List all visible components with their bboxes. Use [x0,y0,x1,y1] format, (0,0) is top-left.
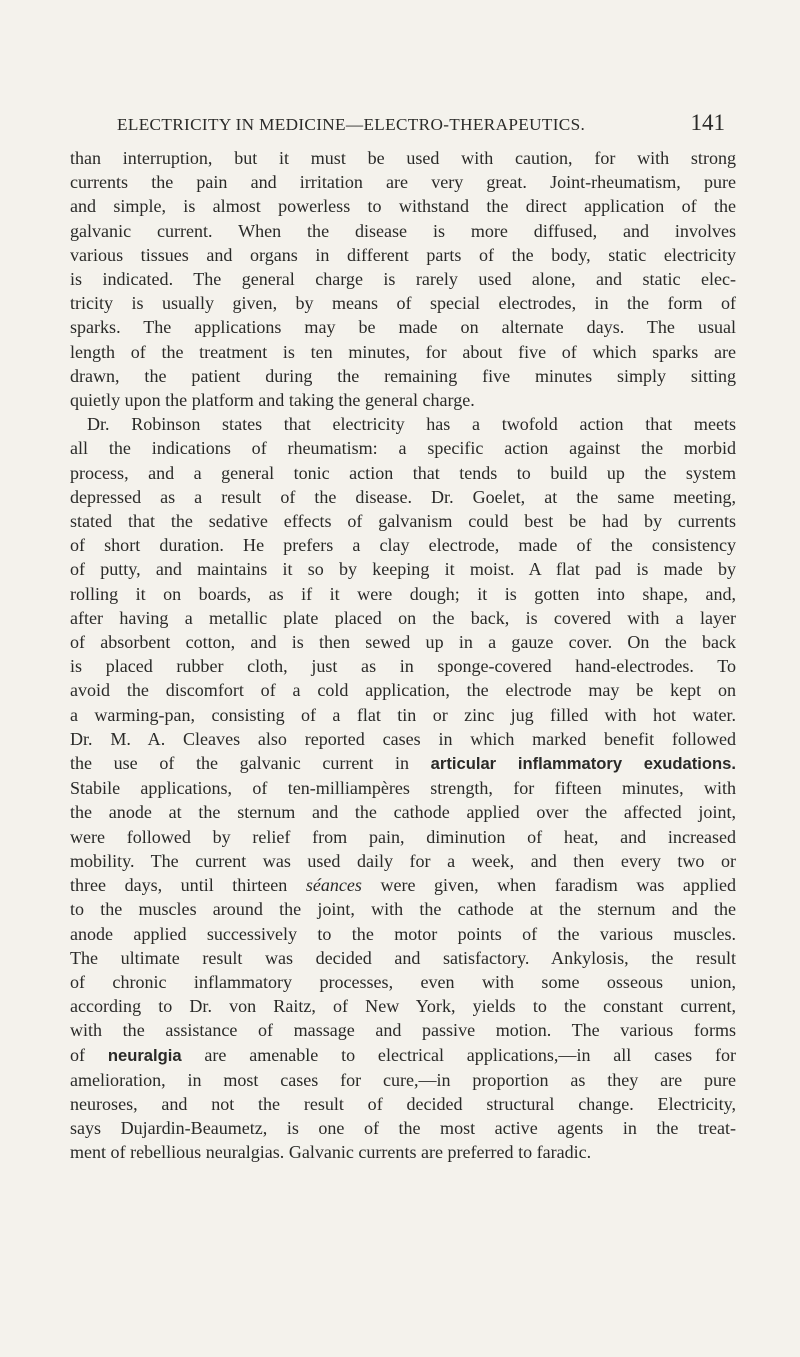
page-header [117,110,725,136]
text-line: mobility. The current was used daily for a week, and then every two or [70,850,736,871]
text-line: process, and a general tonic action that tends to build up the system [70,462,736,483]
text-line: according to Dr. von Raitz, of New York, yields to the constant current, [70,996,736,1017]
text-line: than interruption, but it must be used with caution, for with strong [70,148,736,168]
text-line: of short duration. He prefers a clay electrode, made of the consistency [70,535,736,556]
text-line: amelioration, in most cases for cure,—in proportion as they are pure [70,1069,736,1090]
emphasis-italic: séances [305,875,362,896]
text-line: tricity is usually given, by means of special electrodes, in the form of [70,293,736,314]
text-line: rolling it on boards, as if it were dough; it is gotten into shape, and, [70,583,736,604]
text-line: Stabile applications, of ten-milliampères strength, for fifteen minutes, with [70,778,736,799]
text-line: were followed by relief from pain, diminution of heat, and increased [70,826,736,847]
text-line [70,1043,736,1068]
text-line: anode applied successively to the motor points of the various muscles. [70,923,736,944]
text-line: and simple, is almost powerless to withstand the direct application of the [70,196,736,217]
text-line: says Dujardin-Beaumetz, is one of the most active agents in the treat- [70,1118,736,1139]
text-segment: the use of the galvanic current in [70,753,431,774]
text-line: Dr. Robinson states that electricity has a twofold action that meets [87,414,736,435]
text-line: stated that the sedative effects of galvanism could best be had by currents [70,511,736,532]
text-segment: three days, until thirteen [70,875,306,896]
text-line: The ultimate result was decided and satisfactory. Ankylosis, the result [70,947,736,968]
page-number: 141 [690,110,725,135]
text-line: neuroses, and not the result of decided structural change. Electricity, [70,1093,736,1114]
text-line [70,751,736,776]
text-line: various tissues and organs in different parts of the body, static electricity [70,244,736,265]
text-segment: were given, when faradism was applied [361,875,736,896]
text-line: Dr. M. A. Cleaves also reported cases in which marked benefit followed [70,728,736,749]
text-line: with the assistance of massage and passive motion. The various forms [70,1020,736,1041]
text-line: is placed rubber cloth, just as in sponge-covered hand-electrodes. To [70,656,736,677]
body-text [70,146,736,1165]
text-line: a warming-pan, consisting of a flat tin or zinc jug filled with hot water. [70,704,736,725]
emphasis-bold-sans: neuralgia [107,1045,182,1065]
text-line: ment of rebellious neuralgias. Galvanic currents are preferred to faradic. [70,1142,592,1163]
emphasis-bold-sans: articular inflammatory exudations. [430,754,736,774]
text-line: galvanic current. When the disease is more diffused, and involves [70,220,736,241]
text-line: length of the treatment is ten minutes, for about five of which sparks are [70,341,736,362]
text-line: currents the pain and irritation are very great. Joint-rheumatism, pure [70,172,736,193]
text-line: depressed as a result of the disease. Dr. Goelet, at the same meeting, [70,486,736,507]
text-line: of absorbent cotton, and is then sewed up in a gauze cover. On the back [70,632,736,653]
text-line: the anode at the sternum and the cathode applied over the affected joint, [70,802,736,823]
text-line: after having a metallic plate placed on the back, is covered with a layer [70,607,736,628]
text-segment: of [70,1044,108,1065]
text-line: is indicated. The general charge is rarely used alone, and static elec- [70,269,736,290]
running-head: ELECTRICITY IN MEDICINE—ELECTRO-THERAPEUTICS. [117,115,586,134]
text-line: quietly upon the platform and taking the general charge. [70,390,475,411]
text-line [70,873,736,897]
text-line: to the muscles around the joint, with the cathode at the sternum and the [70,899,736,920]
text-line: all the indications of rheumatism: a specific action against the morbid [70,438,736,459]
text-line: avoid the discomfort of a cold application, the electrode may be kept on [70,680,736,701]
text-line: sparks. The applications may be made on alternate days. The usual [70,317,736,338]
text-line: drawn, the patient during the remaining five minutes simply sitting [70,365,736,386]
text-line: of putty, and maintains it so by keeping it moist. A flat pad is made by [70,559,736,580]
text-line: of chronic inflammatory processes, even with some osseous union, [70,971,736,992]
text-segment: are amenable to electrical applications,—in all cases for [181,1044,736,1065]
